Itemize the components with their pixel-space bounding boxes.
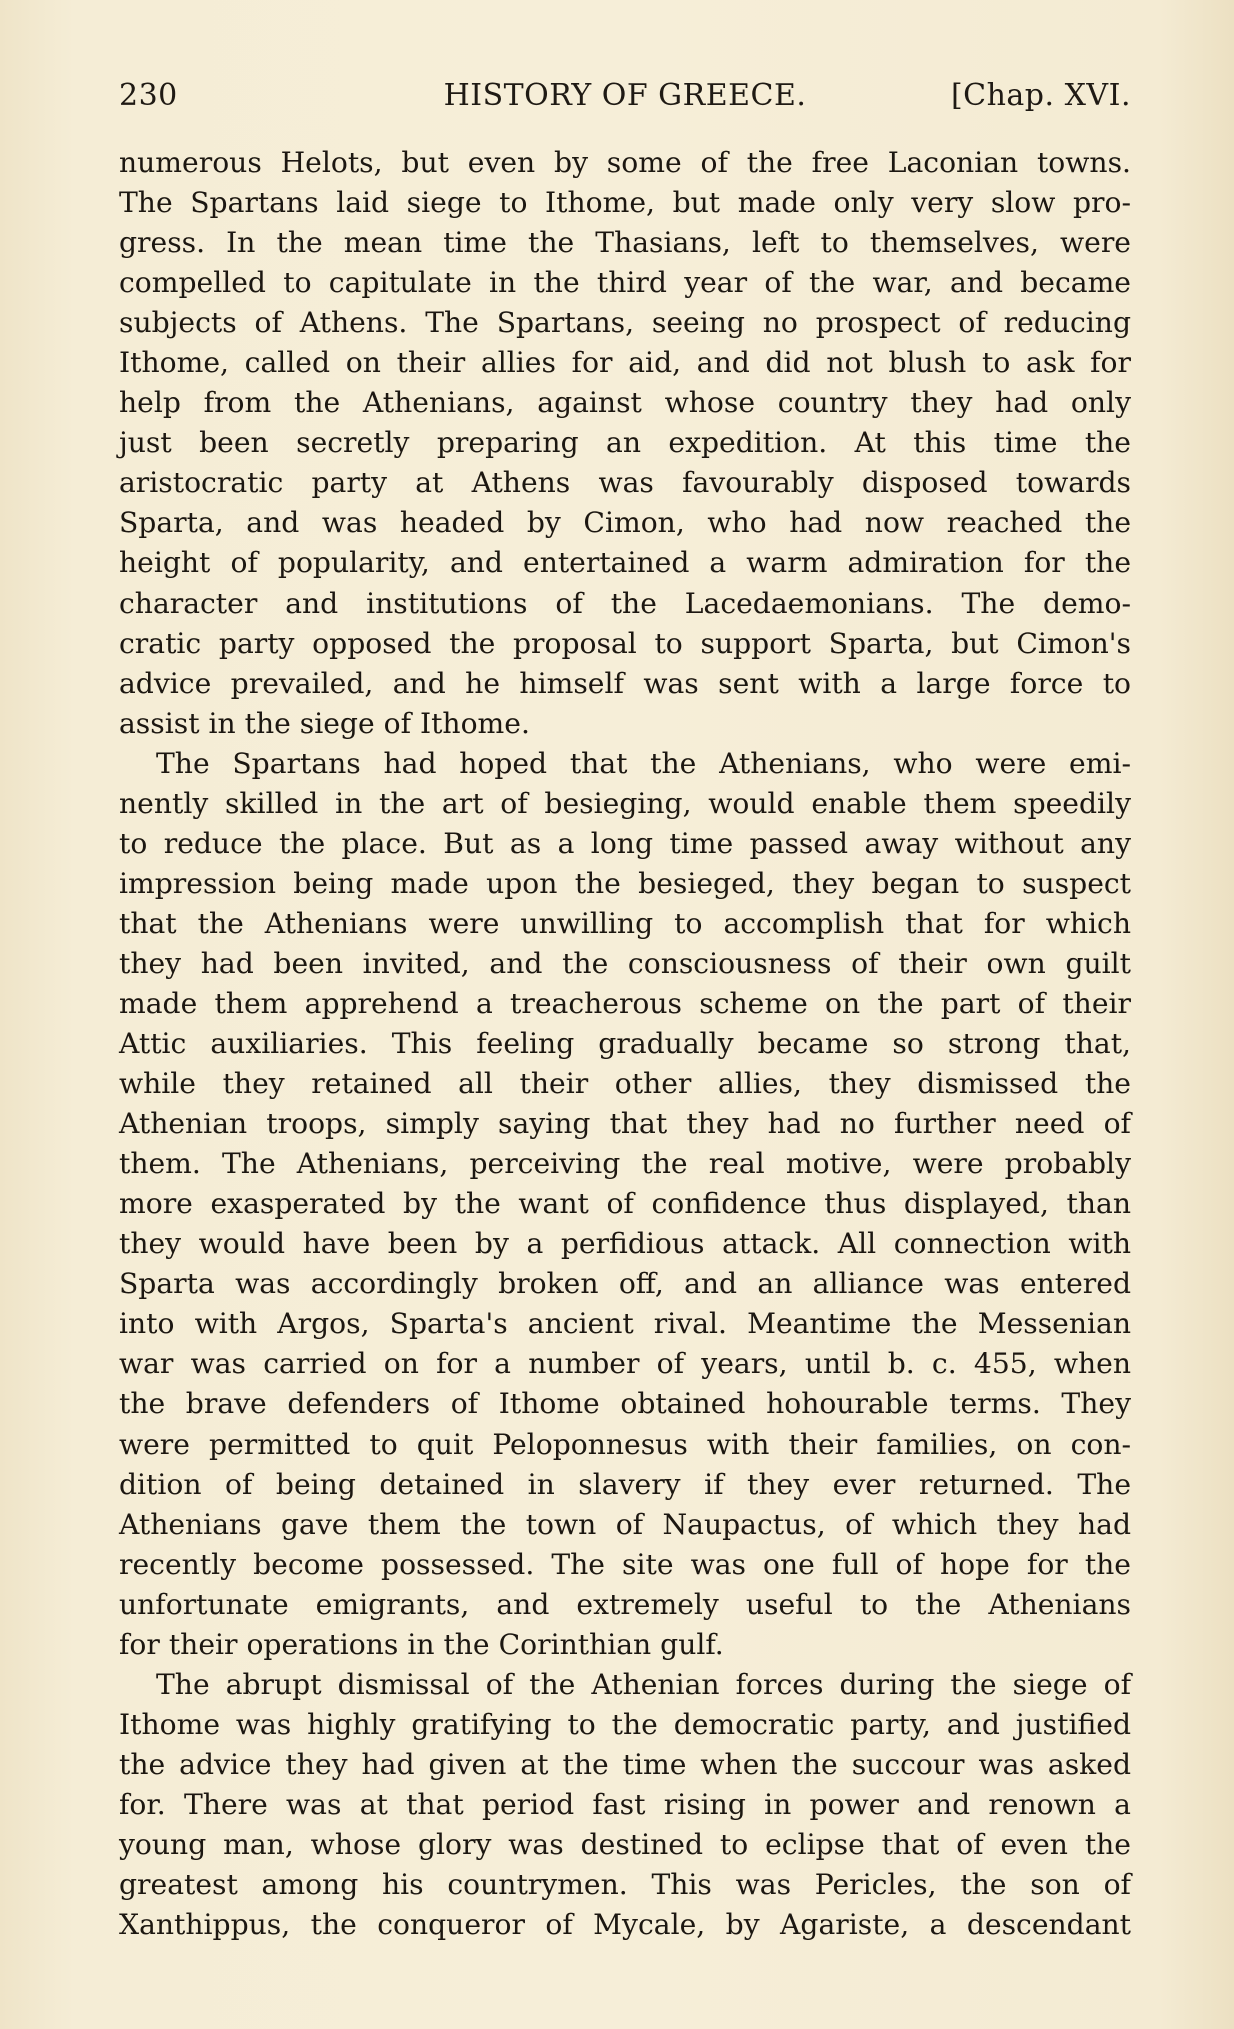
text-line: were permitted to quit Peloponnesus with their families, on con-: [119, 1427, 1131, 1461]
text-line: Attic auxiliaries. This feeling gradually became so strong that,: [119, 1027, 1131, 1061]
text-line: greatest among his countrymen. This was Pericles, the son of: [119, 1868, 1131, 1902]
text-line: height of popularity, and entertained a warm admiration for the: [119, 546, 1131, 580]
text-line: dition of being detained in slavery if they ever returned. The: [119, 1467, 1131, 1501]
text-line: that the Athenians were unwilling to accomplish that for which: [119, 906, 1131, 940]
text-line: the advice they had given at the time when the succour was asked: [119, 1747, 1131, 1781]
text-line: Xanthippus, the conqueror of Mycale, by Agariste, a descendant: [119, 1908, 1131, 1942]
text-line: Sparta was accordingly broken off, and an alliance was entered: [119, 1267, 1131, 1301]
text-line: cratic party opposed the proposal to support Sparta, but Cimon's: [119, 626, 1131, 660]
paragraph-1: [119, 143, 1131, 744]
text-line: impression being made upon the besieged, they began to suspect: [119, 866, 1131, 900]
text-line: made them apprehend a treacherous scheme on the part of their: [119, 986, 1131, 1020]
text-line: subjects of Athens. The Spartans, seeing no prospect of reducing: [119, 306, 1131, 340]
running-title: HISTORY OF GREECE.: [443, 78, 807, 113]
text-line: Ithome, called on their allies for aid, and did not blush to ask for: [119, 346, 1131, 380]
chapter-label: [Chap. XVI.: [950, 78, 1131, 113]
text-line: they had been invited, and the consciousness of their own guilt: [119, 946, 1131, 980]
text-line: war was carried on for a number of years, until b. c. 455, when: [119, 1347, 1131, 1381]
text-line: Ithome was highly gratifying to the democratic party, and justified: [119, 1707, 1131, 1741]
paragraph-2: [119, 744, 1131, 1665]
text-line: advice prevailed, and he himself was sent with a large force to: [119, 666, 1131, 700]
text-line: recently become possessed. The site was one full of hope for the: [119, 1547, 1131, 1581]
text-line: numerous Helots, but even by some of the free Laconian towns.: [119, 146, 1131, 179]
text-line: character and institutions of the Lacedaemonians. The demo-: [119, 586, 1131, 620]
text-line: aristocratic party at Athens was favourably disposed towards: [119, 466, 1131, 500]
text-line: for. There was at that period fast rising in power and renown a: [119, 1787, 1131, 1821]
text-line: unfortunate emigrants, and extremely useful to the Athenians: [119, 1587, 1131, 1621]
text-line: into with Argos, Sparta's ancient rival. Meantime the Messenian: [119, 1307, 1131, 1341]
text-line: Athenian troops, simply saying that they had no further need of: [119, 1107, 1131, 1141]
text-line: more exasperated by the want of confidence thus displayed, than: [119, 1187, 1131, 1221]
paragraph-3: [119, 1665, 1131, 1945]
text-line: to reduce the place. But as a long time passed away without any: [119, 826, 1131, 860]
text-line: The abrupt dismissal of the Athenian forces during the siege of: [156, 1667, 1131, 1701]
page-number: 230: [119, 78, 178, 113]
text-line: The Spartans laid siege to Ithome, but made only very slow pro-: [119, 186, 1131, 220]
text-line: assist in the siege of Ithome.: [119, 706, 530, 740]
text-line: nently skilled in the art of besieging, would enable them speedily: [119, 786, 1131, 820]
text-line: them. The Athenians, perceiving the real motive, were probably: [119, 1147, 1131, 1181]
text-line: just been secretly preparing an expedition. At this time the: [119, 426, 1131, 460]
body-text: [119, 143, 1131, 1945]
running-header: [119, 70, 1131, 118]
text-line: while they retained all their other allies, they dismissed the: [119, 1067, 1131, 1101]
text-line: Sparta, and was headed by Cimon, who had now reached the: [119, 506, 1131, 540]
text-line: compelled to capitulate in the third year of the war, and became: [119, 266, 1131, 300]
text-line: The Spartans had hoped that the Athenians, who were emi-: [156, 746, 1131, 780]
text-line: gress. In the mean time the Thasians, left to themselves, were: [119, 226, 1131, 260]
text-line: Athenians gave them the town of Naupactus, of which they had: [119, 1507, 1131, 1541]
text-line: young man, whose glory was destined to eclipse that of even the: [119, 1827, 1131, 1861]
text-line: help from the Athenians, against whose country they had only: [119, 386, 1131, 420]
text-line: they would have been by a perfidious attack. All connection with: [119, 1227, 1131, 1261]
text-line: the brave defenders of Ithome obtained hohourable terms. They: [119, 1387, 1131, 1421]
text-line: for their operations in the Corinthian gulf.: [119, 1627, 724, 1661]
